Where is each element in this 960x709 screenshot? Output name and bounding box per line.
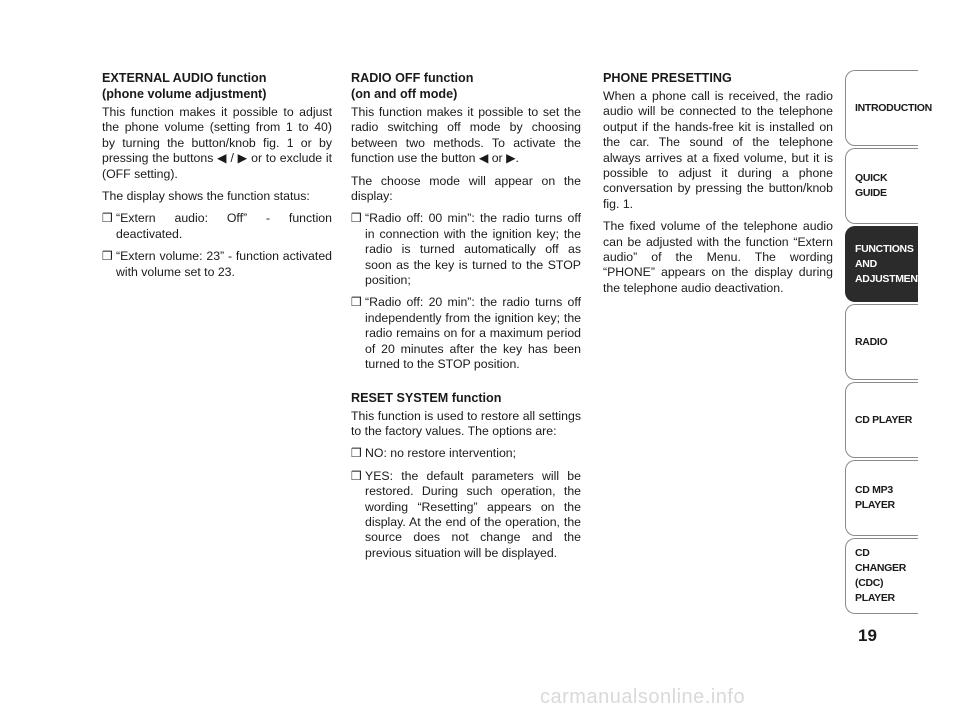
paragraph: When a phone call is received, the radio audio will be connected to the telephone output if the hands-free kit is installed on the car. The sound of the telephone always arrives at a fixed volume, but it is possible to adjust it during a phone conversation by pressing the button/knob fig. 1. xyxy=(603,89,833,211)
heading-phone-presetting: PHONE PRESETTING xyxy=(603,71,732,85)
paragraph: The choose mode will appear on the display: xyxy=(351,173,581,204)
heading-reset-system: RESET SYSTEM function xyxy=(351,390,502,405)
tab-functions-and-adjustments[interactable]: FUNCTIONS AND ADJUSTMENTS xyxy=(845,226,918,302)
heading-line-1: EXTERNAL AUDIO function xyxy=(102,71,267,85)
column-phone-presetting xyxy=(603,70,833,303)
list-item: ❒ “Radio off: 00 min”: the radio turns off in connection with the ignition key; the radio is turned automatically off as soon as the key is turned to the STOP position; xyxy=(351,211,581,288)
tab-introduction[interactable]: INTRODUCTION xyxy=(845,70,918,146)
watermark: carmanualsonline.info xyxy=(540,686,746,708)
checkbox-bullet-icon: ❒ xyxy=(102,211,113,226)
checkbox-bullet-icon: ❒ xyxy=(351,295,362,310)
tab-cd-mp3-player[interactable]: CD MP3 PLAYER xyxy=(845,460,918,536)
heading-radio-off xyxy=(351,70,581,102)
tab-cd-player[interactable]: CD PLAYER xyxy=(845,382,918,458)
checkbox-bullet-icon: ❒ xyxy=(351,446,362,461)
list-item: ❒ NO: no restore intervention; xyxy=(351,446,517,461)
heading-line-1: RADIO OFF function xyxy=(351,71,474,85)
list-item: ❒ YES: the default parameters will be restored. During such operation, the wording “Resetting” appears on the display. At the end of the operation, the source does not change and the previous situation will be displayed. xyxy=(351,468,581,560)
heading-external-audio xyxy=(102,70,332,102)
checkbox-bullet-icon: ❒ xyxy=(351,468,362,483)
list-item: ❒ “Extern audio: Off” - function deactivated. xyxy=(102,211,332,241)
chapter-tabs xyxy=(845,70,932,616)
paragraph: This function is used to restore all settings to the factory values. The options are: xyxy=(351,408,581,438)
heading-line-2: (phone volume adjustment) xyxy=(102,87,267,101)
list-item: ❒ “Extern volume: 23” - function activated with volume set to 23. xyxy=(102,249,332,279)
paragraph: The display shows the function status: xyxy=(102,189,310,204)
paragraph: This function makes it possible to adjust the phone volume (setting from 1 to 40) by turning the button/knob fig. 1 or by pressing the buttons ◀ / ▶ or to exclude it (OFF setting). xyxy=(102,105,332,181)
tab-radio[interactable]: RADIO xyxy=(845,304,918,380)
page-number: 19 xyxy=(858,626,877,645)
tab-quick-guide[interactable]: QUICK GUIDE xyxy=(845,148,918,224)
checkbox-bullet-icon: ❒ xyxy=(351,211,362,226)
column-radio-off xyxy=(351,70,581,568)
heading-line-2: (on and off mode) xyxy=(351,87,458,101)
paragraph: This function makes it possible to set the radio switching off mode by choosing between two methods. To activate the function use the button ◀ or ▶. xyxy=(351,105,581,166)
column-external-audio xyxy=(102,70,332,287)
list-item: ❒ “Radio off: 20 min”: the radio turns off independently from the ignition key; the radio remains on for a maximum period of 20 minutes after the key has been turned to the STOP position. xyxy=(351,295,581,372)
checkbox-bullet-icon: ❒ xyxy=(102,249,113,264)
tab-cd-changer-player[interactable]: CD CHANGER (CDC) PLAYER xyxy=(845,538,918,614)
paragraph: The fixed volume of the telephone audio can be adjusted with the function “Extern audio” of the Menu. The wording “PHONE” appears on the display during the telephone audio deactivation. xyxy=(603,219,833,295)
